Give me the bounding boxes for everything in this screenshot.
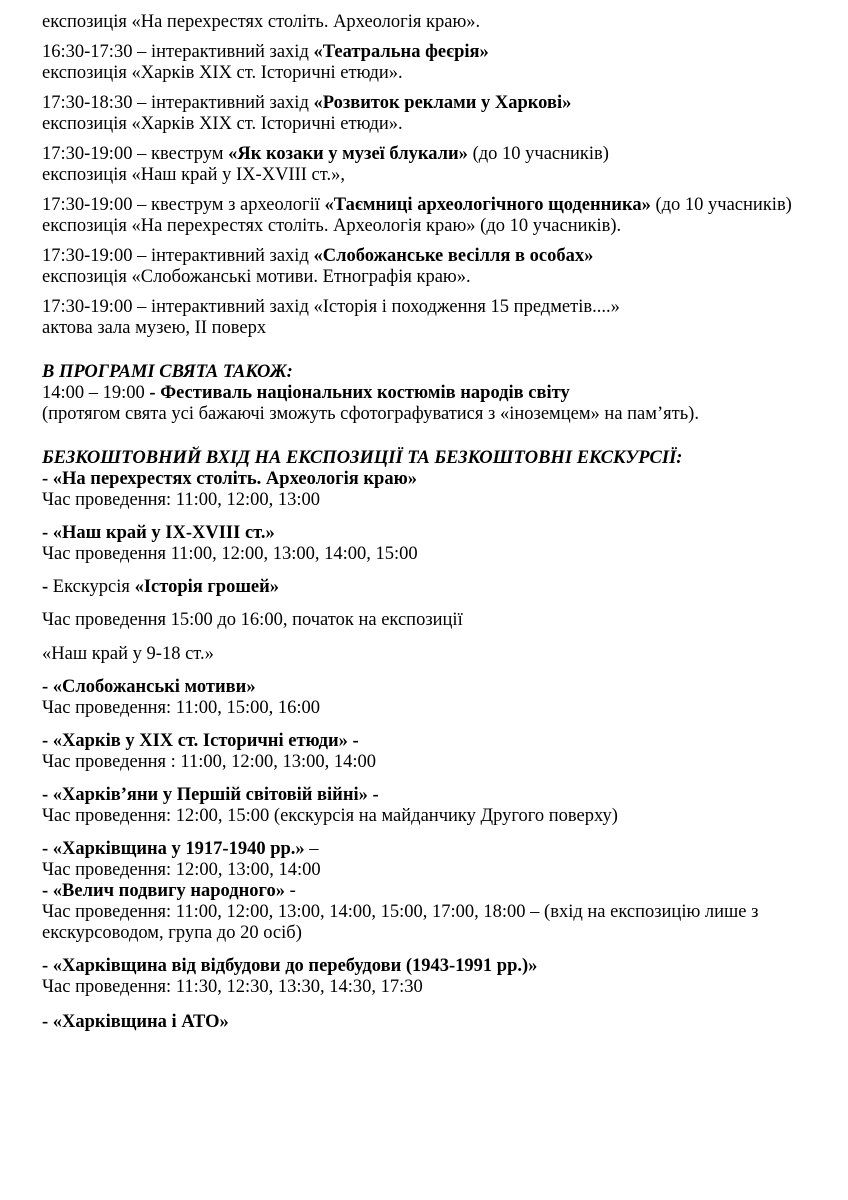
program-entry-continued xyxy=(42,12,832,33)
excursion-item xyxy=(42,956,832,998)
section-heading: БЕЗКОШТОВНИЙ ВХІД НА ЕКСПОЗИЦІЇ ТА БЕЗКОШТОВНІ ЕКСКУРСІЇ: xyxy=(42,448,683,468)
excursion-item xyxy=(42,839,832,881)
excursion-title-line xyxy=(42,839,832,860)
excursion-title: - «Наш край у IX-XVIII ст.» xyxy=(42,523,275,543)
festival-line xyxy=(42,383,832,404)
excursion-schedule: Час проведення: 11:00, 15:00, 16:00 xyxy=(42,698,320,718)
excursion-tail: - xyxy=(284,881,296,901)
excursion-title-line xyxy=(42,881,832,902)
entry-line xyxy=(42,42,832,63)
excursion-schedule: Час проведення: 11:00, 12:00, 13:00 xyxy=(42,490,320,510)
excursion-schedule-block xyxy=(42,610,832,631)
program-entry xyxy=(42,297,832,339)
excursion-item xyxy=(42,731,832,773)
entry-time: 17:30-19:00 xyxy=(42,246,133,266)
excursion-title: - «На перехрестях століть. Археологія краю» xyxy=(42,469,417,489)
entry-location: актова зала музею, ІІ поверх xyxy=(42,318,267,338)
entry-time: 17:30-19:00 xyxy=(42,195,133,215)
festival-title: - Фестиваль національних костюмів народів світу xyxy=(144,383,570,403)
excursion-title: - «Харківщина у 1917-1940 рр.» xyxy=(42,839,305,859)
entry-title: «Розвиток реклами у Харкові» xyxy=(313,93,572,113)
excursion-kind: Екскурсія xyxy=(52,577,135,597)
excursion-item xyxy=(42,785,832,827)
excursion-schedule: Час проведення : 11:00, 12:00, 13:00, 14:00 xyxy=(42,752,377,772)
entry-time: 16:30-17:30 xyxy=(42,42,133,62)
entry-type: – інтерактивний захід xyxy=(132,42,314,62)
program-entry xyxy=(42,42,832,84)
entry-time: 17:30-19:00 xyxy=(42,144,133,164)
excursion-title: - «Велич подвигу народного» xyxy=(42,881,285,901)
section-heading: В ПРОГРАМІ СВЯТА ТАКОЖ: xyxy=(42,362,293,382)
entry-time: 17:30-18:30 xyxy=(42,93,133,113)
program-entry xyxy=(42,144,832,186)
also-section xyxy=(42,362,832,425)
entry-location: експозиція «На перехрестях століть. Археологія краю». xyxy=(42,12,481,32)
excursion-place: «Наш край у 9-18 ст.» xyxy=(42,644,214,664)
excursion-schedule: Час проведення 11:00, 12:00, 13:00, 14:00, 15:00 xyxy=(42,544,418,564)
excursion-title: «Історія грошей» xyxy=(134,577,280,597)
excursion-schedule: Час проведення: 11:30, 12:30, 13:30, 14:30, 17:30 xyxy=(42,977,423,997)
entry-location: експозиція «На перехрестях століть. Археологія краю» (до 10 учасників). xyxy=(42,216,622,236)
entry-title: «Театральна феєрія» xyxy=(313,42,489,62)
excursion-item xyxy=(42,1012,832,1033)
excursion-title-line xyxy=(42,577,832,598)
entry-type: – інтерактивний захід xyxy=(132,246,314,266)
entry-line xyxy=(42,144,832,165)
entry-location: експозиція «Харків ХІХ ст. Історичні етюди». xyxy=(42,63,403,83)
entry-line xyxy=(42,297,832,318)
entry-type: – квеструм xyxy=(132,144,229,164)
entry-type: – квеструм з археології xyxy=(132,195,325,215)
excursion-title: - «Харків’яни у Першій світовій війні» - xyxy=(42,785,379,805)
excursion-schedule: Час проведення: 12:00, 15:00 (екскурсія на майданчику Другого поверху) xyxy=(42,806,618,826)
excursion-dash: - xyxy=(42,577,53,597)
entry-line xyxy=(42,93,832,114)
excursion-schedule: Час проведення: 11:00, 12:00, 13:00, 14:00, 15:00, 17:00, 18:00 – (вхід на експозицію лише з екскурсоводом, група до 20 осіб) xyxy=(42,902,759,943)
excursion-item xyxy=(42,523,832,565)
entry-tail: (до 10 учасників) xyxy=(650,195,792,215)
entry-location: експозиція «Харків ХІХ ст. Історичні етюди». xyxy=(42,114,403,134)
entry-location: експозиція «Слобожанські мотиви. Етнографія краю». xyxy=(42,267,471,287)
entry-tail: (до 10 учасників) xyxy=(467,144,609,164)
entry-type: – інтерактивний захід xyxy=(132,93,314,113)
entry-time: 17:30-19:00 xyxy=(42,297,133,317)
excursion-schedule: Час проведення: 12:00, 13:00, 14:00 xyxy=(42,860,321,880)
excursion-item xyxy=(42,677,832,719)
entry-line xyxy=(42,246,832,267)
excursion-tail: – xyxy=(304,839,319,859)
festival-time: 14:00 – 19:00 xyxy=(42,383,145,403)
entry-title: «Таємниці археологічного щоденника» xyxy=(324,195,651,215)
excursion-title: - «Слобожанські мотиви» xyxy=(42,677,256,697)
entry-type: – інтерактивний захід «Історія і походження 15 предметів....» xyxy=(132,297,620,317)
free-section xyxy=(42,448,832,511)
entry-location: експозиція «Наш край у IX-XVIII ст.», xyxy=(42,165,345,185)
entry-line xyxy=(42,195,832,216)
excursion-title: - «Харківщина і АТО» xyxy=(42,1012,229,1032)
entry-title: «Слобожанське весілля в особах» xyxy=(313,246,594,266)
excursion-title: - «Харків у ХІХ ст. Історичні етюди» - xyxy=(42,731,359,751)
document-page xyxy=(42,12,832,1042)
program-entry xyxy=(42,93,832,135)
excursion-place-block xyxy=(42,644,832,665)
excursion-item xyxy=(42,881,832,944)
program-entry xyxy=(42,195,832,237)
entry-title: «Як козаки у музеї блукали» xyxy=(228,144,468,164)
excursion-title: - «Харківщина від відбудови до перебудови (1943-1991 рр.)» xyxy=(42,956,538,976)
program-entry xyxy=(42,246,832,288)
festival-note: (протягом свята усі бажаючі зможуть сфотографуватися з «іноземцем» на пам’ять). xyxy=(42,404,699,424)
excursion-item xyxy=(42,577,832,598)
excursion-schedule: Час проведення 15:00 до 16:00, початок на експозиції xyxy=(42,610,463,630)
